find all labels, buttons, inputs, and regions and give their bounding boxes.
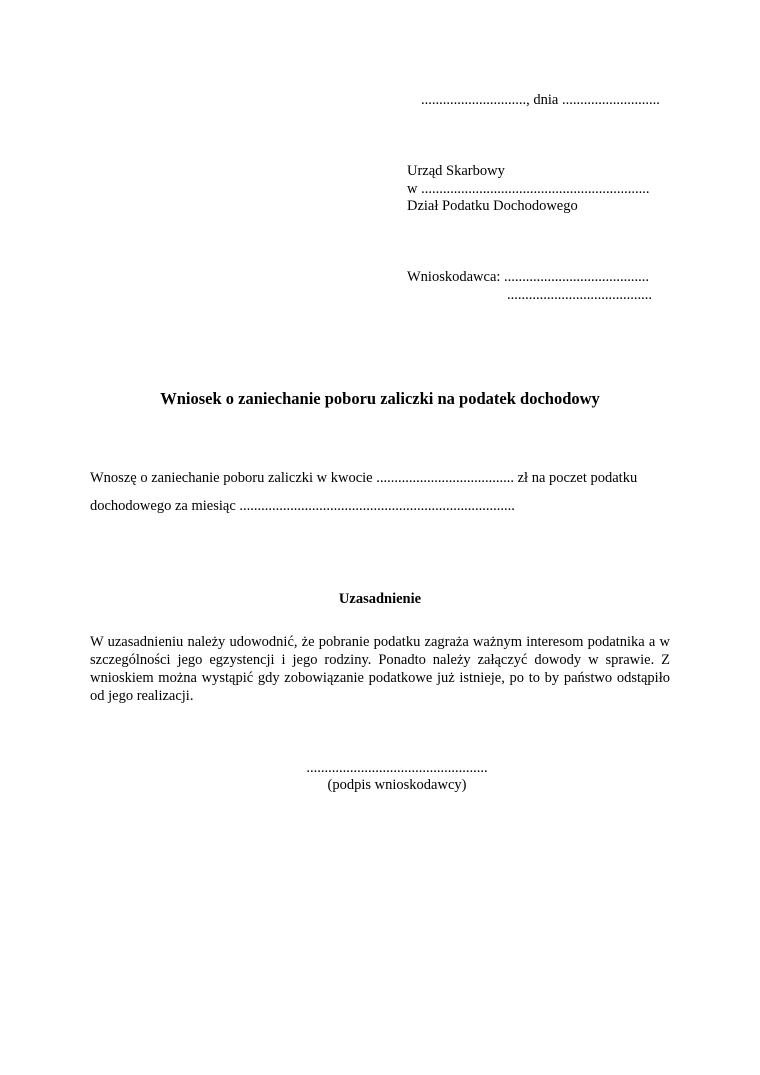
recipient-city: w ...............................................................	[407, 181, 650, 197]
justification-text: W uzasadnieniu należy udowodnić, że pobranie podatku zagraża ważnym interesom podatnika a w szczególności jego egzystencji i jego rodziny. Ponadto należy załączyć dowody w sprawie. Z wnioskiem można wystąpić gdy zobowiązanie podatkowe już istnieje, po to by państwo odstąpiło od jego realizacji.	[90, 634, 670, 704]
request-line-1: Wnoszę o zaniechanie poboru zaliczki w kwocie ...................................... zł na poczet podatku	[90, 470, 638, 486]
signature-label: (podpis wnioskodawcy)	[327, 777, 467, 793]
applicant-line-2: ........................................	[507, 287, 652, 303]
applicant-line: Wnioskodawca: ........................................	[407, 269, 650, 285]
date-line: ............................., dnia ...........................	[421, 92, 660, 108]
document-title: Wniosek o zaniechanie poboru zaliczki na podatek dochodowy	[160, 389, 600, 408]
recipient-department: Dział Podatku Dochodowego	[407, 198, 578, 214]
recipient-office: Urząd Skarbowy	[407, 163, 505, 179]
request-line-2: dochodowego za miesiąc ............................................................................	[90, 498, 515, 514]
signature-line: ..................................................	[306, 760, 488, 776]
justification-heading: Uzasadnienie	[338, 591, 422, 607]
